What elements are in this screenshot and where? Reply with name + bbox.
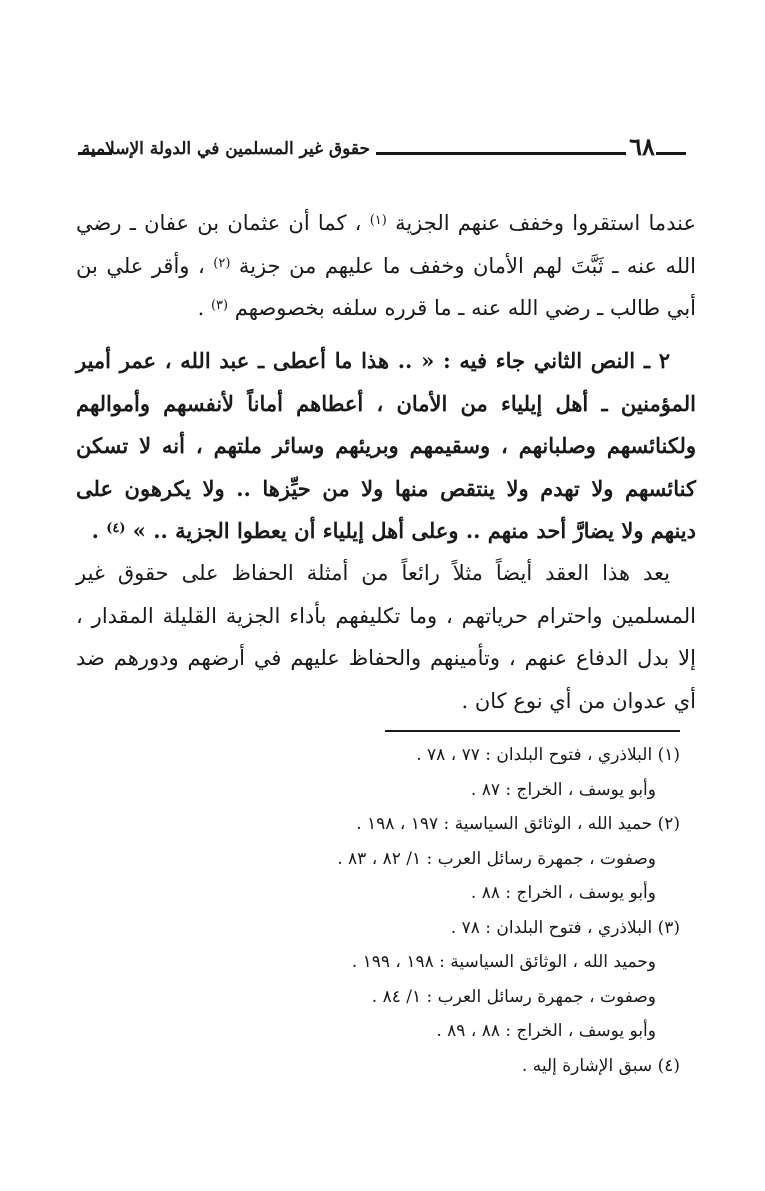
- page-number: ٦٨: [629, 132, 655, 161]
- footnote-1: (١) البلاذري ، فتوح البلدان : ٧٧ ، ٧٨ .: [416, 745, 680, 765]
- footnote-3-continuation: وحميد الله ، الوثائق السياسية : ١٩٨ ، ١٩٩ .: [351, 952, 656, 972]
- paragraph-2-end: .: [91, 518, 99, 543]
- footnote-ref-1: (١): [369, 213, 387, 228]
- paragraph-1-end: .: [197, 296, 205, 320]
- footnote-2-continuation: وأبو يوسف ، الخراج : ٨٨ .: [470, 883, 656, 903]
- footnote-3-continuation: وصفوت ، جمهرة رسائل العرب : ١/ ٨٤ .: [371, 986, 656, 1007]
- footnotes: [100, 738, 680, 1083]
- paragraph-2-text: ٢ ـ النص الثاني جاء فيه : « .. هذا ما أعطى ـ عبد الله ، عمر أمير المؤمنين ـ أهل إيلياء من الأمان ، أعطاهم أماناً لأنفسهم وأموالهم ولكنائسهم وصلبانهم ، وسقيمهم وبريئهم وسائر ملتهم ، أنه لا تسكن كنائسهم ولا تهدم ولا ينتقص منها ولا من حيِّزها .. ولا يكرهون على دينهم ولا يضارَّ أحد منهم .. وعلى أهل إيلياء أن يعطوا الجزية .. »: [76, 348, 696, 543]
- footnote-2-continuation: وصفوت ، جمهرة رسائل العرب : ١/ ٨٢ ، ٨٣ .: [337, 848, 656, 869]
- paragraph-1-part-3: ، وأقر علي بن أبي طالب ـ رضي الله عنه ـ ما قرره سلفه بخصوصهم: [76, 253, 696, 320]
- header-rule-right: [656, 152, 686, 155]
- footnote-1-continuation: وأبو يوسف ، الخراج : ٨٧ .: [470, 779, 656, 800]
- footnote-ref-2: (٢): [213, 255, 231, 271]
- paragraph-1: [76, 202, 696, 330]
- paragraph-1-part-2: ، كما أن عثمان بن عفان ـ رضي الله عنه ـ ثَبَّتَ لهم الأمان وخفف ما عليهم من جزية: [76, 211, 696, 278]
- paragraph-3-text: يعد هذا العقد أيضاً مثلاً رائعاً من أمثلة الحفاظ على حقوق غير المسلمين واحترام حرياتهم ، وما تكليفهم بأداء الجزية القليلة المقدار ، إلا بدل الدفاع عنهم ، وتأمينهم والحفاظ عليهم في أرضهم ودورهم ضد أي عدوان من أي نوع كان .: [76, 561, 696, 713]
- paragraph-3: [76, 552, 696, 722]
- running-header: [78, 132, 686, 170]
- paragraph-2-quote: [76, 340, 696, 553]
- footnote-ref-4: (٤): [106, 521, 126, 536]
- footnote-4: (٤) سبق الإشارة إليه .: [521, 1055, 680, 1076]
- footnote-separator: [385, 730, 680, 732]
- book-title: حقوق غير المسلمين في الدولة الإسلامية: [81, 139, 370, 159]
- footnote-3: (٣) البلاذري ، فتوح البلدان : ٧٨ .: [450, 917, 680, 938]
- footnote-ref-3: (٣): [210, 298, 229, 313]
- footnote-2: (٢) حميد الله ، الوثائق السياسية : ١٩٧ ، ١٩٨ .: [356, 814, 680, 834]
- footnote-3-continuation: وأبو يوسف ، الخراج : ٨٨ ، ٨٩ .: [436, 1021, 656, 1041]
- paragraph-1-part-1: عندما استقروا وخفف عنهم الجزية: [395, 211, 696, 235]
- header-rule-middle: [376, 152, 626, 155]
